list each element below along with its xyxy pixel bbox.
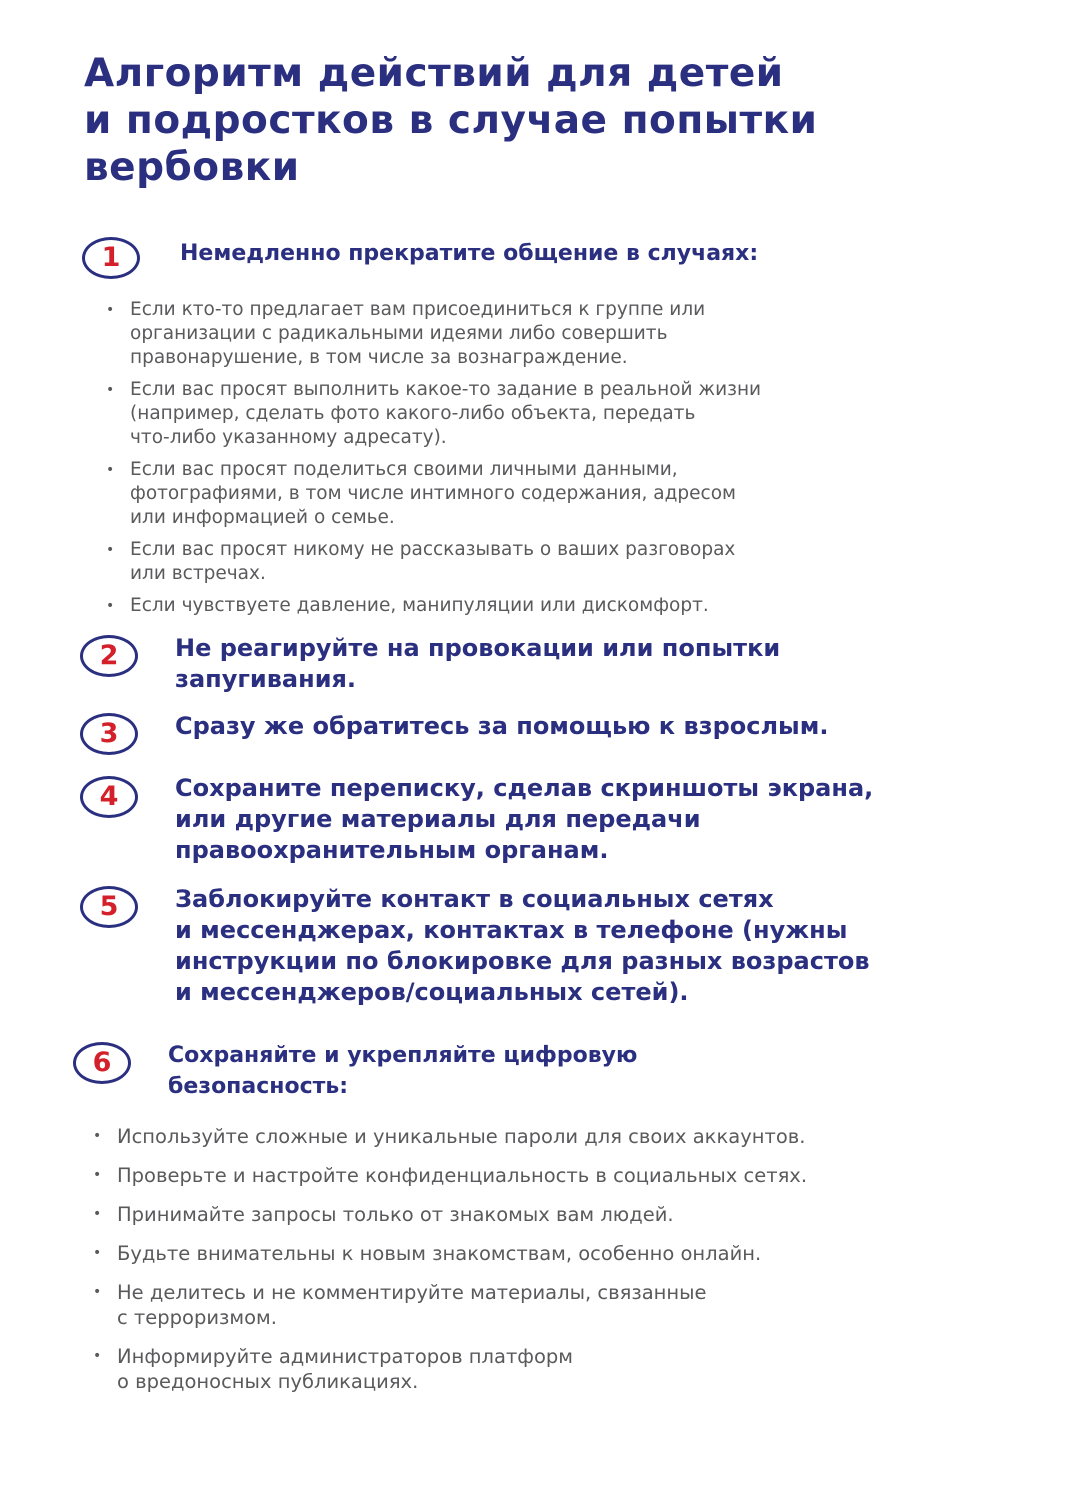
step-number-badge: 2 [80, 635, 138, 677]
list-item-line: • Если чувствуете давление, манипуляции или дискомфорт. [130, 595, 709, 616]
step-heading-line: запугивания. [175, 665, 357, 693]
step-number-badge: 5 [80, 886, 138, 928]
list-item [89, 1241, 807, 1266]
list-item-line: или информацией о семье. [130, 507, 395, 528]
step-heading-line: и мессенджерах, контактах в телефоне (нужны [175, 916, 848, 944]
list-item-line: • Если вас просят выполнить какое-то задание в реальной жизни [130, 379, 762, 400]
list-item-line: о вредоносных публикациях. [117, 1370, 419, 1393]
step-heading-line: Заблокируйте контакт в социальных сетях [175, 885, 774, 913]
step-heading-line: Немедленно прекратите общение в случаях: [180, 241, 759, 266]
step-heading [168, 1040, 637, 1102]
list-item-line: • Принимайте запросы только от знакомых вам людей. [117, 1203, 674, 1226]
step-heading-line: Не реагируйте на провокации или попытки [175, 634, 781, 662]
step-number-badge: 6 [73, 1042, 131, 1084]
list-item-line: правонарушение, в том числе за вознаграждение. [130, 347, 628, 368]
list-item-line: • Если вас просят поделиться своими личными данными, [130, 459, 678, 480]
step-heading-line: или другие материалы для передачи [175, 805, 701, 833]
list-item [102, 458, 761, 530]
step-number-badge: 1 [82, 237, 140, 279]
step-heading-line: безопасность: [168, 1074, 349, 1099]
list-item [102, 594, 761, 618]
list-item [102, 538, 761, 586]
step-heading [175, 884, 870, 1008]
list-item [89, 1202, 807, 1227]
title-line: вербовки [84, 145, 300, 190]
list-item-line: • Проверьте и настройте конфиденциальность в социальных сетях. [117, 1164, 808, 1187]
step-heading-line: Сохраняйте и укрепляйте цифровую [168, 1043, 638, 1068]
title-line: Алгоритм действий для детей [84, 51, 784, 96]
list-item-line: • Используйте сложные и уникальные пароли для своих аккаунтов. [117, 1125, 806, 1148]
step-heading-line: Сохраните переписку, сделав скриншоты экрана, [175, 774, 874, 802]
list-item [89, 1163, 807, 1188]
list-item [102, 378, 761, 450]
step-heading [180, 238, 758, 269]
step-6-bullet-list [89, 1124, 807, 1408]
step-1-bullet-list [102, 298, 761, 626]
step-heading-line: инструкции по блокировке для разных возрастов [175, 947, 870, 975]
step-number-badge: 4 [80, 776, 138, 818]
step-number-badge: 3 [80, 713, 138, 755]
step-heading [175, 711, 829, 742]
list-item-line: (например, сделать фото какого-либо объекта, передать [130, 403, 696, 424]
step-heading-line: Сразу же обратитесь за помощью к взрослым. [175, 712, 829, 740]
title-line: и подростков в случае попытки [84, 98, 818, 143]
list-item-line: • Информируйте администраторов платформ [117, 1345, 573, 1368]
list-item [89, 1280, 807, 1330]
list-item-line: фотографиями, в том числе интимного содержания, адресом [130, 483, 736, 504]
step-heading-line: правоохранительным органам. [175, 836, 609, 864]
page-title [84, 50, 1024, 191]
list-item [89, 1124, 807, 1149]
list-item-line: • Если кто-то предлагает вам присоединиться к группе или [130, 299, 706, 320]
list-item [102, 298, 761, 370]
list-item-line: с терроризмом. [117, 1306, 277, 1329]
list-item-line: • Будьте внимательны к новым знакомствам, особенно онлайн. [117, 1242, 762, 1265]
list-item-line: или встречах. [130, 563, 266, 584]
list-item-line: • Не делитесь и не комментируйте материалы, связанные [117, 1281, 707, 1304]
list-item [89, 1344, 807, 1394]
step-heading-line: и мессенджеров/социальных сетей). [175, 978, 689, 1006]
list-item-line: что-либо указанному адресату). [130, 427, 447, 448]
step-heading [175, 633, 780, 695]
list-item-line: организации с радикальными идеями либо совершить [130, 323, 668, 344]
list-item-line: • Если вас просят никому не рассказывать о ваших разговорах [130, 539, 736, 560]
step-heading [175, 773, 873, 866]
